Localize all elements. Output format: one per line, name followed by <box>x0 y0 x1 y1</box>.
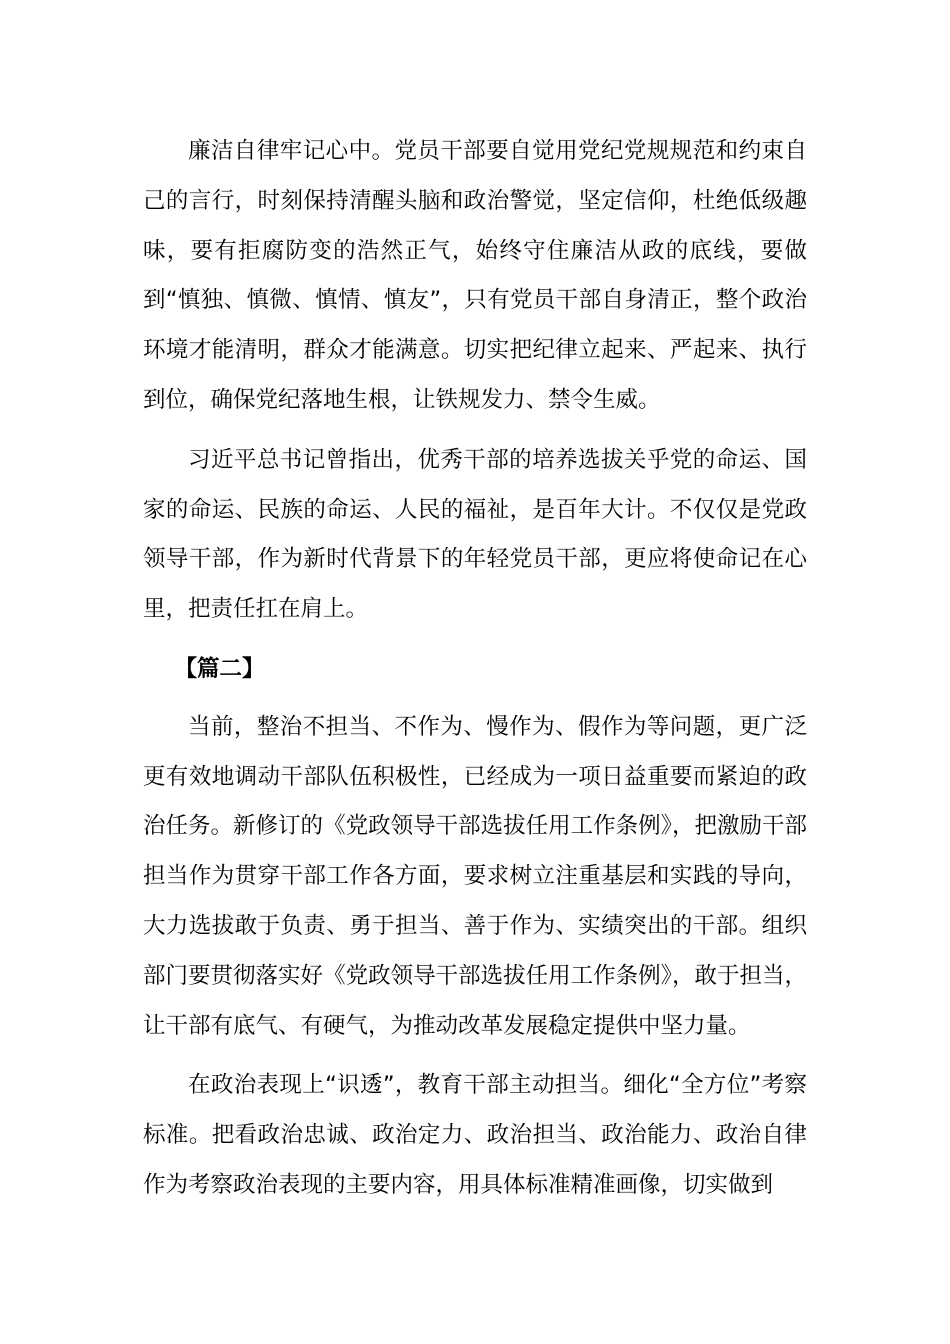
paragraph-discipline: 廉洁自律牢记心中。党员干部要自觉用党纪党规规范和约束自己的言行，时刻保持清醒头脑和政治警觉，坚定信仰，杜绝低级趣味，要有拒腐防变的浩然正气，始终守住廉洁从政的底线，要做到“慎独、慎微、慎情、慎友”，只有党员干部自身清正，整个政治环境才能清明，群众才能满意。切实把纪律立起来、严起来、执行到位，确保党纪落地生根，让铁规发力、禁令生威。 <box>143 138 807 413</box>
paragraph-political-performance: 在政治表现上“识透”，教育干部主动担当。细化“全方位”考察标准。把看政治忠诚、政治定力、政治担当、政治能力、政治自律作为考察政治表现的主要内容，用具体标准精准画像，切实做到 <box>143 1072 807 1198</box>
paragraph-responsibility: 当前，整治不担当、不作为、慢作为、假作为等问题，更广泛更有效地调动干部队伍积极性，已经成为一项日益重要而紧迫的政治任务。新修订的《党政领导干部选拔任用工作条例》，把激励干部担当作为贯穿干部工作各方面，要求树立注重基层和实践的导向，大力选拔敢于负责、勇于担当、善于作为、实绩突出的干部。组织部门要贯彻落实好《党政领导干部选拔任用工作条例》，敢于担当，让干部有底气、有硬气，为推动改革发展稳定提供中坚力量。 <box>143 713 807 1039</box>
document-body <box>143 127 807 1221</box>
section-heading: 【篇二】 <box>174 655 265 682</box>
paragraph-cadre-selection: 习近平总书记曾指出，优秀干部的培养选拔关乎党的命运、国家的命运、民族的命运、人民的福祉，是百年大计。不仅仅是党政领导干部，作为新时代背景下的年轻党员干部，更应将使命记在心里，把责任扛在肩上。 <box>143 446 807 623</box>
